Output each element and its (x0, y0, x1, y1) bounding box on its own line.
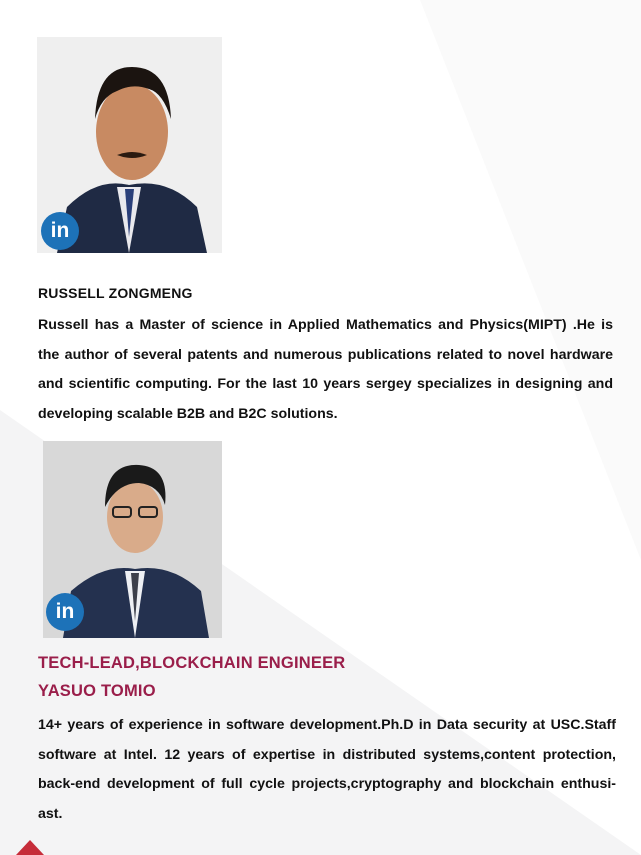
profile-bio (38, 711, 616, 829)
bio-line: Russell has a Master of science in Applied Mathematics and Physics(MIPT) .He is (38, 317, 613, 333)
linkedin-icon[interactable]: in (46, 593, 84, 631)
bio-line: back-end development of full cycle projects,cryptography and blockchain enthusi- (38, 776, 616, 792)
profile-name: YASUO TOMIO (38, 682, 156, 700)
profile-role: TECH-LEAD,BLOCKCHAIN ENGINEER (38, 654, 346, 672)
bio-line: the author of several patents and numerous publications related to novel hardware (38, 346, 613, 363)
bio-line: software at Intel. 12 years of expertise in distributed systems,content protection, (38, 746, 616, 763)
bio-line: developing scalable B2B and B2C solutions. (38, 405, 338, 422)
bio-line: 14+ years of experience in software development.Ph.D in Data security at USC.Staff (38, 717, 616, 733)
linkedin-icon[interactable]: in (41, 212, 79, 250)
profile-bio (38, 311, 613, 429)
profile-name: RUSSELL ZONGMENG (38, 285, 193, 301)
bio-line: ast. (38, 805, 63, 822)
bio-line: and scientific computing. For the last 10 years sergey specializes in designing and (38, 376, 613, 392)
